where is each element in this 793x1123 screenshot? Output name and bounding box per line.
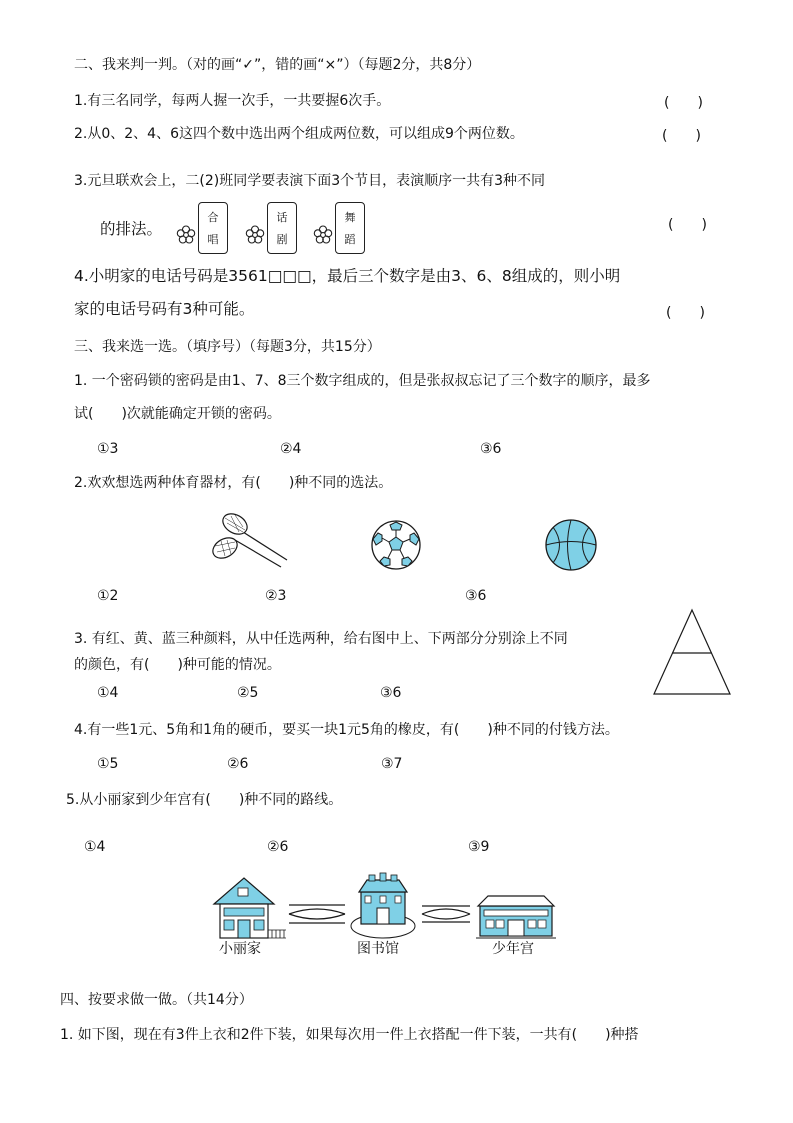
option[interactable]: ②5 <box>237 685 259 701</box>
s2-q4-text-line1: 4.小明家的电话号码是3561□□□，最后三个数字是由3、6、8组成的，则小明 <box>74 267 621 285</box>
option[interactable]: ①4 <box>97 685 119 701</box>
s2-q4-text-line2: 家的电话号码有3种可能。 <box>74 300 255 318</box>
section2-title: 二、我来判一判。（对的画“✓”，错的画“×”）（每题2分，共8分） <box>74 57 481 73</box>
program-char: 剧 <box>276 233 288 246</box>
basketball-icon <box>544 518 598 572</box>
s2-q2-text: 2.从0、2、4、6这四个数中选出两个组成两位数，可以组成9个两位数。 <box>74 126 524 142</box>
place-label: 小丽家 <box>219 941 261 957</box>
option[interactable]: ①5 <box>97 756 119 772</box>
s3-q1-text-line2: 试( )次就能确定开锁的密码。 <box>74 406 281 422</box>
program-char: 蹈 <box>344 233 356 246</box>
s3-q2-text: 2.欢欢想选两种体育器材，有( )种不同的选法。 <box>74 475 393 491</box>
youth-palace-icon <box>476 892 556 942</box>
s4-q1-text: 1. 如下图，现在有3件上衣和2件下装，如果每次用一件上衣搭配一件下装，一共有( )种搭 <box>60 1027 639 1043</box>
s3-q3-text-line2: 的颜色，有( )种可能的情况。 <box>74 657 281 673</box>
option[interactable]: ③6 <box>380 685 402 701</box>
route-lines-1 <box>287 902 347 926</box>
s2-q2-answer-blank[interactable]: ( ) <box>662 128 701 144</box>
program-char: 舞 <box>344 211 356 224</box>
program-card <box>198 202 228 254</box>
s3-q4-text: 4.有一些1元、5角和1角的硬币，要买一块1元5角的橡皮，有( )种不同的付钱方法。 <box>74 722 619 738</box>
s3-q3-text-line1: 3. 有红、黄、蓝三种颜料，从中任选两种，给右图中上、下两部分分别涂上不同 <box>74 631 568 647</box>
soccer-ball-icon <box>370 519 422 571</box>
s2-q3-text-line1: 3.元旦联欢会上，二(2)班同学要表演下面3个节目，表演顺序一共有3种不同 <box>74 173 546 189</box>
place-label: 少年宫 <box>492 941 534 957</box>
s2-q1-answer-blank[interactable]: ( ) <box>664 95 703 111</box>
option[interactable]: ③6 <box>480 441 502 457</box>
flower-icon <box>176 225 196 245</box>
two-part-triangle-figure <box>652 608 732 698</box>
program-char: 合 <box>207 211 219 224</box>
route-lines-2 <box>420 902 472 926</box>
program-char: 唱 <box>207 233 219 246</box>
option[interactable]: ①2 <box>97 588 119 604</box>
library-icon <box>347 872 419 942</box>
option[interactable]: ②4 <box>280 441 302 457</box>
s3-q5-text: 5.从小丽家到少年宫有( )种不同的路线。 <box>66 792 343 808</box>
flower-icon <box>245 225 265 245</box>
house-icon <box>208 874 288 942</box>
option[interactable]: ③7 <box>381 756 403 772</box>
option[interactable]: ③6 <box>465 588 487 604</box>
option[interactable]: ②6 <box>227 756 249 772</box>
section4-title: 四、按要求做一做。（共14分） <box>60 992 253 1008</box>
s2-q4-answer-blank[interactable]: ( ) <box>666 305 705 321</box>
s2-q1-text: 1.有三名同学，每两人握一次手，一共要握6次手。 <box>74 93 391 109</box>
badminton-racket-icon <box>205 510 295 570</box>
option[interactable]: ②6 <box>267 839 289 855</box>
s3-q1-text-line1: 1. 一个密码锁的密码是由1、7、8三个数字组成的，但是张叔叔忘记了三个数字的顺序，最多 <box>74 373 651 389</box>
place-label: 图书馆 <box>357 941 399 957</box>
option[interactable]: ①4 <box>84 839 106 855</box>
option[interactable]: ②3 <box>265 588 287 604</box>
program-char: 话 <box>276 211 288 224</box>
s2-q3-answer-blank[interactable]: ( ) <box>668 217 707 233</box>
option[interactable]: ①3 <box>97 441 119 457</box>
s2-q3-text-line2: 的排法。 <box>100 220 163 238</box>
program-card <box>267 202 297 254</box>
flower-icon <box>313 225 333 245</box>
section3-title: 三、我来选一选。（填序号）（每题3分，共15分） <box>74 339 381 355</box>
option[interactable]: ③9 <box>468 839 490 855</box>
program-card <box>335 202 365 254</box>
